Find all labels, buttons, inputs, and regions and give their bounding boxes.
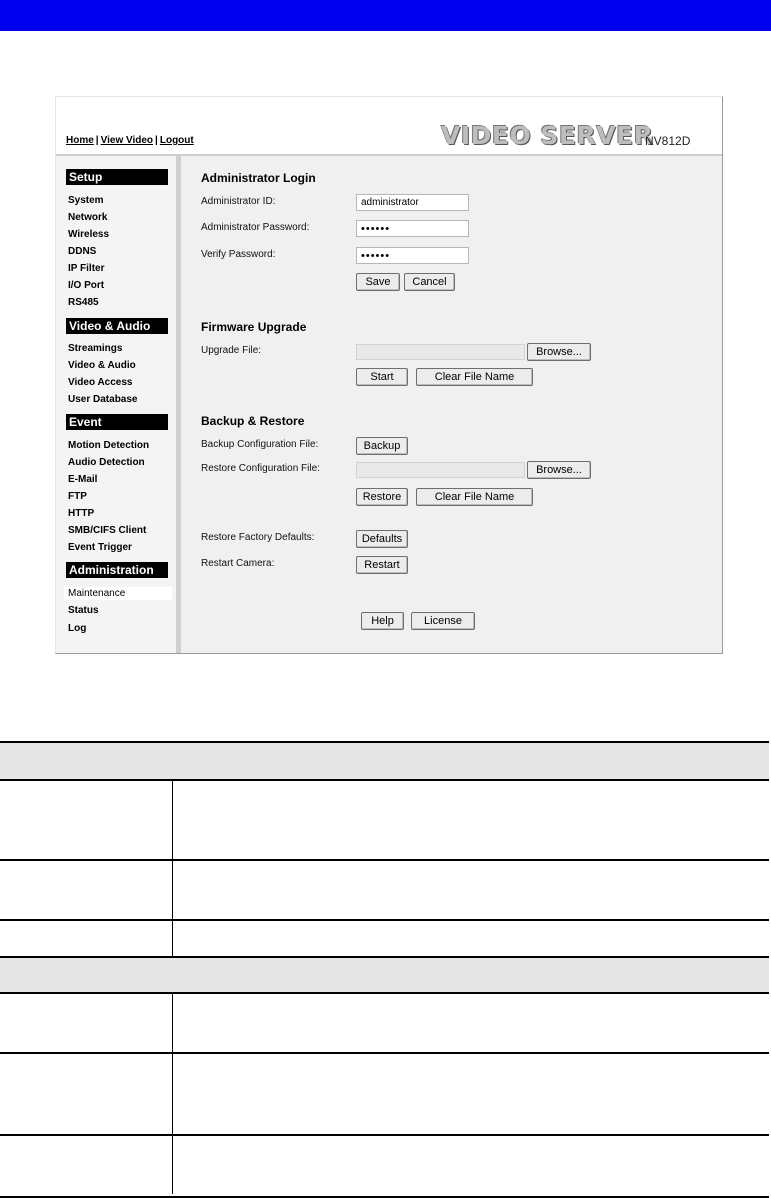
restore-file-input[interactable] [356,462,525,478]
upgrade-file-input[interactable] [356,344,525,360]
admin-id-label: Administrator ID: [201,196,276,207]
table-row [0,1134,769,1198]
view-video-link[interactable]: View Video [100,135,154,146]
restore-browse-button[interactable]: Browse... [527,461,591,479]
sidebar-item-motion-detection[interactable]: Motion Detection [68,440,150,451]
backup-config-label: Backup Configuration File: [201,439,319,450]
sidebar-item-audio-detection[interactable]: Audio Detection [68,457,145,468]
firmware-clear-file-button[interactable]: Clear File Name [416,368,533,386]
sidebar-item-video-access[interactable]: Video Access [68,377,133,388]
sidebar-item-wireless[interactable]: Wireless [68,229,110,240]
backup-button[interactable]: Backup [356,437,408,455]
sidebar-section-video-audio: Video & Audio [66,318,168,334]
table-section-row [0,741,769,780]
home-link[interactable]: Home [66,135,94,146]
admin-login-title: Administrator Login [201,171,316,185]
page-header-bar [0,0,771,31]
table-row [0,779,769,861]
sidebar-item-system[interactable]: System [68,195,104,206]
model-name: NV812D [645,134,691,148]
save-button[interactable]: Save [356,273,400,291]
sidebar-item-video-audio[interactable]: Video & Audio [68,360,136,371]
admin-password-label: Administrator Password: [201,222,310,233]
sidebar-item-event-trigger[interactable]: Event Trigger [68,542,132,553]
sidebar-item-user-database[interactable]: User Database [68,394,138,405]
restore-button[interactable]: Restore [356,488,408,506]
backup-restore-title: Backup & Restore [201,414,305,428]
logout-link[interactable]: Logout [159,135,194,146]
upgrade-file-label: Upgrade File: [201,345,262,356]
verify-password-label: Verify Password: [201,249,276,260]
help-button[interactable]: Help [361,612,404,630]
table-row [0,859,769,921]
web-ui-screenshot [55,96,723,654]
sidebar-item-network[interactable]: Network [68,212,108,223]
admin-password-input[interactable]: •••••• [356,220,469,237]
restart-camera-label: Restart Camera: [201,558,275,569]
cancel-button[interactable]: Cancel [404,273,455,291]
sidebar-item-ddns[interactable]: DDNS [68,246,97,257]
sidebar-item-io-port[interactable]: I/O Port [68,280,105,291]
factory-defaults-label: Restore Factory Defaults: [201,532,315,543]
sidebar-section-administration: Administration [66,562,168,578]
sidebar-section-setup: Setup [66,169,168,185]
main-panel [181,156,722,653]
table-column-divider [172,992,173,1194]
table-section-row [0,956,769,994]
logo: VIDEO SERVER [441,121,654,150]
table-row [0,992,769,1054]
firmware-upgrade-title: Firmware Upgrade [201,320,307,334]
sidebar-item-log[interactable]: Log [68,623,87,634]
sidebar-item-http[interactable]: HTTP [68,508,95,519]
sidebar-item-status[interactable]: Status [68,605,99,616]
sidebar-section-event: Event [66,414,168,430]
restore-clear-file-button[interactable]: Clear File Name [416,488,533,506]
sidebar-item-rs485[interactable]: RS485 [68,297,99,308]
sidebar-item-smb-cifs-client[interactable]: SMB/CIFS Client [68,525,147,536]
sidebar-item-streamings[interactable]: Streamings [68,343,123,354]
restore-config-label: Restore Configuration File: [201,463,320,474]
license-button[interactable]: License [411,612,475,630]
table-row [0,919,769,958]
admin-id-input[interactable]: administrator [356,194,469,211]
sidebar [56,156,176,653]
upgrade-browse-button[interactable]: Browse... [527,343,591,361]
sidebar-item-maintenance[interactable]: Maintenance [64,587,172,600]
defaults-button[interactable]: Defaults [356,530,408,548]
start-button[interactable]: Start [356,368,408,386]
sidebar-item-ip-filter[interactable]: IP Filter [68,263,105,274]
sidebar-item-ftp[interactable]: FTP [68,491,87,502]
verify-password-input[interactable]: •••••• [356,247,469,264]
top-links: Home | View Video | Logout [66,135,194,146]
table-row [0,1052,769,1136]
table-column-divider [172,779,173,956]
sidebar-item-email[interactable]: E-Mail [68,474,98,485]
restart-button[interactable]: Restart [356,556,408,574]
